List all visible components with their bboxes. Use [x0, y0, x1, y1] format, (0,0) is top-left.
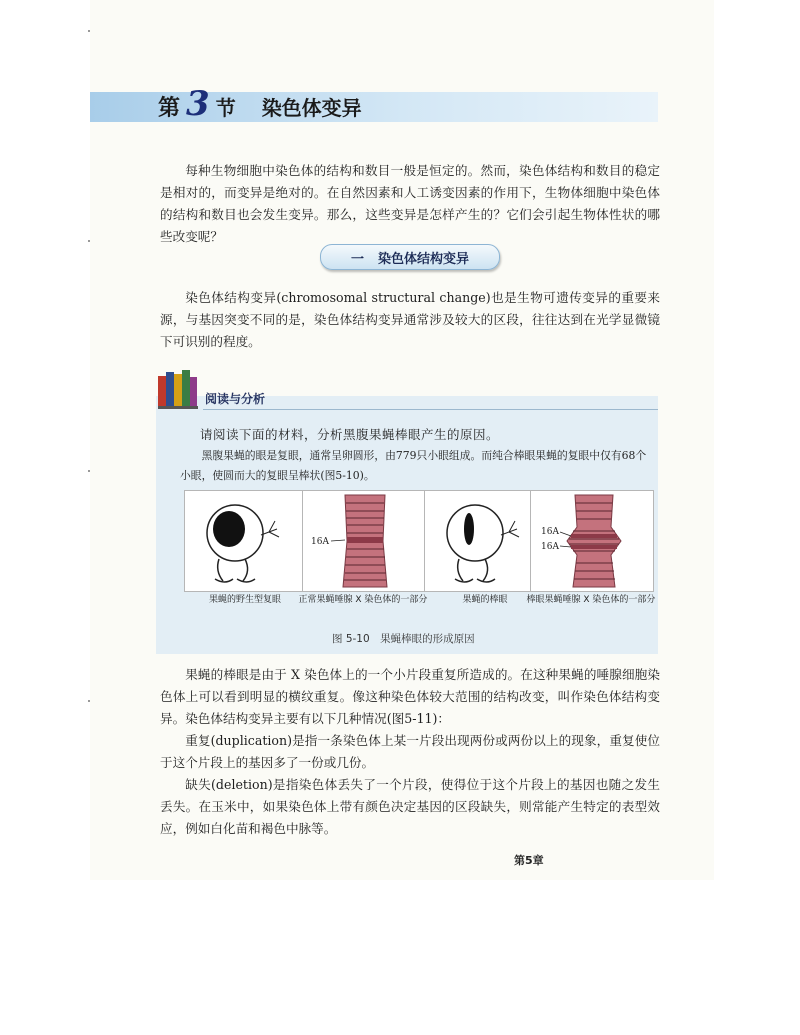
- band-label-16a: 16A: [311, 537, 329, 547]
- section-suffix: 节: [215, 95, 236, 120]
- definition-text: 染色体结构变异(chromosomal structural change)也是生物可遗传变异的重要来源，与基因突变不同的是，染色体结构变异通常涉及较大的区段，往往达到在光学显微镜下可识别的程度。: [160, 290, 660, 349]
- subsection-heading: [320, 244, 500, 270]
- caption-normal-chromosome: 正常果蝇唾腺 X 染色体的一部分: [298, 595, 428, 605]
- body-paragraphs: [160, 664, 660, 840]
- scan-speck: [88, 240, 90, 242]
- caption-bar-chromosome: 棒眼果蝇唾腺 X 染色体的一部分: [526, 595, 656, 605]
- reading-title: 阅读与分析: [205, 392, 266, 406]
- reading-question: 请阅读下面的材料，分析黑腹果蝇棒眼产生的原因。: [200, 427, 500, 442]
- scan-speck: [88, 700, 90, 702]
- caption-bar-eye: 果蝇的棒眼: [462, 595, 508, 605]
- section-number: 3: [186, 84, 210, 124]
- section-title: 染色体变异: [261, 95, 362, 120]
- intro-text: 每种生物细胞中染色体的结构和数目一般是恒定的。然而，染色体结构和数目的稳定是相对的，而变异是绝对的。在自然因素和人工诱变因素的作用下，生物体细胞中染色体的结构和数目也会发生变异。那么，这些变异是怎样产生的？它们会引起生物体性状的哪些改变呢？: [160, 163, 660, 244]
- band-label-16a-upper: 16A: [541, 527, 559, 537]
- chapter-footer: 第5章: [514, 854, 544, 867]
- body-paragraph-2: 重复(duplication)是指一条染色体上某一片段出现两份或两份以上的现象，重复使位于这个片段上的基因多了一份或几份。: [160, 733, 660, 770]
- scan-speck: [88, 30, 90, 32]
- section-header: [158, 84, 362, 124]
- band-label-16a-lower: 16A: [541, 542, 559, 552]
- section-prefix: 第: [158, 95, 181, 121]
- scan-speck: [88, 470, 90, 472]
- books-icon: [156, 368, 200, 410]
- body-paragraph-1: 果蝇的棒眼是由于 X 染色体上的一个小片段重复所造成的。在这种果蝇的唾腺细胞染色体上可以看到明显的横纹重复。像这种染色体较大范围的结构改变，叫作染色体结构变异。染色体结构变异主要有以下几种情况(图5-11)：: [160, 667, 660, 726]
- reading-material: 黑腹果蝇的眼是复眼，通常呈卵圆形，由779只小眼组成。而纯合棒眼果蝇的复眼中仅有68个小眼，使圆而大的复眼呈棒状(图5-10)。: [180, 449, 647, 482]
- subsection-title: 染色体结构变异: [378, 251, 470, 267]
- bar-chromosome-illustration: [531, 491, 653, 591]
- fly-bar-eye-illustration: [425, 491, 547, 591]
- normal-chromosome-illustration: [303, 491, 425, 591]
- body-paragraph-3: 缺失(deletion)是指染色体丢失了一个片段，使得位于这个片段上的基因也随之发生丢失。在玉米中，如果染色体上带有颜色决定基因的区段缺失，则常能产生特定的表型效应，例如白化苗和褐色中脉等。: [160, 777, 660, 836]
- caption-wild-eye: 果蝇的野生型复眼: [208, 595, 281, 605]
- subsection-number: 一: [350, 251, 364, 267]
- reading-divider: [203, 409, 658, 410]
- fly-wild-eye-illustration: [185, 491, 307, 591]
- figure-bar-chromosome: [530, 490, 654, 592]
- figure-caption: 图 5-10 果蝇棒眼的形成原因: [332, 633, 475, 645]
- intro-paragraph: [160, 160, 660, 248]
- figure-wild-type-eye: [184, 490, 308, 592]
- definition-paragraph: [160, 287, 660, 353]
- figure-normal-chromosome: [302, 490, 426, 592]
